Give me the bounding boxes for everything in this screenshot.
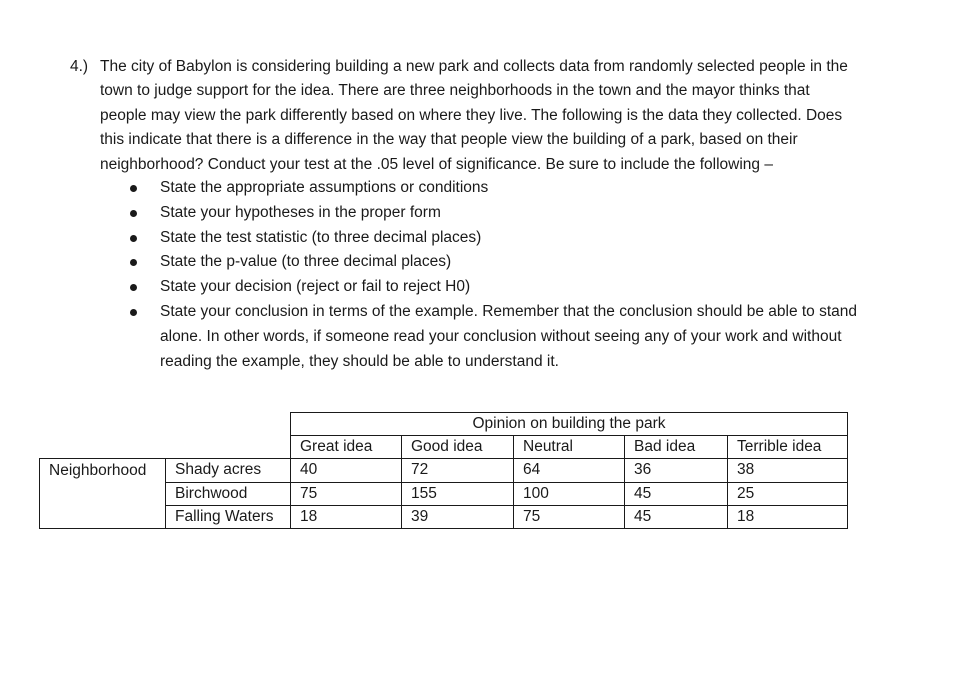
bullet-icon: [130, 309, 137, 316]
requirements-list: [127, 176, 927, 374]
table-cell: 38: [728, 459, 848, 482]
list-item: State your decision (reject or fail to reject H0): [127, 275, 927, 300]
column-header: Great idea: [291, 436, 402, 459]
bullet-icon: [130, 259, 137, 266]
table-cell: 75: [514, 505, 625, 528]
column-header: Terrible idea: [728, 436, 848, 459]
table-cell: 100: [514, 482, 625, 505]
row-group-label: Neighborhood: [40, 459, 166, 482]
question-line-3: [70, 104, 930, 128]
row-label: Shady acres: [166, 459, 291, 482]
list-item: State the appropriate assumptions or conditions: [127, 176, 927, 201]
table-cell: 45: [625, 505, 728, 528]
bullet-icon: [130, 185, 137, 192]
row-label: Falling Waters: [166, 505, 291, 528]
column-header: Bad idea: [625, 436, 728, 459]
column-header: Good idea: [402, 436, 514, 459]
question-text-line: people may view the park differently based on where they live. The following is the data they collected. Does: [100, 106, 843, 124]
question-line-5: [70, 153, 930, 177]
question-line-1: [70, 55, 930, 79]
question-block: [70, 55, 930, 177]
bullet-icon: [130, 210, 137, 217]
question-text-line: this indicate that there is a difference in the way that people view the building of a park, based on their: [100, 131, 798, 149]
table-cell: 18: [291, 505, 402, 528]
table-header: Opinion on building the park: [291, 413, 848, 436]
table-cell: 72: [402, 459, 514, 482]
list-item: State your conclusion in terms of the example. Remember that the conclusion should be able to stand alone. In other words, if someone read your conclusion without seeing any of your work and without reading the example, they should be able to understand it.: [127, 300, 927, 374]
list-item: State the p-value (to three decimal places): [127, 250, 927, 275]
question-text-line: neighborhood? Conduct your test at the .05 level of significance. Be sure to include the following –: [100, 155, 773, 173]
question-line-4: [70, 128, 930, 152]
row-label: Birchwood: [166, 482, 291, 505]
table-cell: 75: [291, 482, 402, 505]
question-number: 4.): [70, 58, 89, 75]
table-column-row: [40, 436, 848, 459]
table-cell: 64: [514, 459, 625, 482]
table-cell: 36: [625, 459, 728, 482]
question-line-2: [70, 79, 930, 103]
opinion-table: [39, 412, 848, 529]
table-cell: 155: [402, 482, 514, 505]
table-cell: 45: [625, 482, 728, 505]
list-item: State the test statistic (to three decimal places): [127, 226, 927, 251]
question-text-line: town to judge support for the idea. There are three neighborhoods in the town and the mayor thinks that: [100, 82, 810, 100]
table-row: [40, 505, 848, 528]
bullet-icon: [130, 284, 137, 291]
list-item: State your hypotheses in the proper form: [127, 201, 927, 226]
table-header-row: [40, 413, 848, 436]
table-cell: 18: [728, 505, 848, 528]
column-header: Neutral: [514, 436, 625, 459]
table-cell: 40: [291, 459, 402, 482]
table-cell: 39: [402, 505, 514, 528]
table-row: [40, 459, 848, 482]
question-text-line: The city of Babylon is considering building a new park and collects data from randomly selected people in the: [100, 58, 848, 75]
table-row: [40, 482, 848, 505]
table-cell: 25: [728, 482, 848, 505]
bullet-icon: [130, 235, 137, 242]
